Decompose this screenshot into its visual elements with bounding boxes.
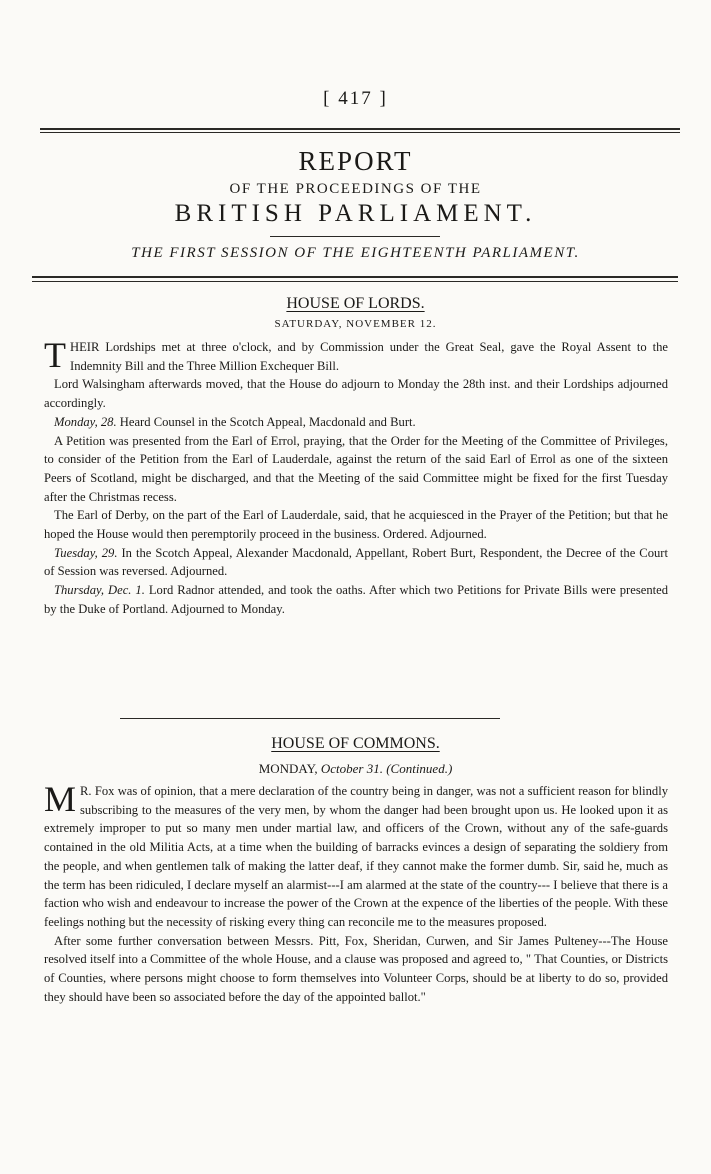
lords-paragraph: Monday, 28. Heard Counsel in the Scotch Appeal, Macdonald and Burt. (54, 414, 416, 429)
report-title: REPORT (298, 146, 413, 176)
drop-cap: M (44, 779, 77, 819)
commons-paragraph: After some further conversation between Messrs. Pitt, Fox, Sheridan, Curwen, and Sir James Pulteney---The House resolved itself into a Committee of the whole House, and a clause was proposed and agreed to, " That Counties, or Districts of Counties, where persons might choose to form themselves into Volunteer Corps, should be at liberty to do so, provided they should have been so associated before the day of the appointed ballot." (44, 933, 668, 1004)
subtitle-rule-thin (32, 281, 678, 282)
section-rule (120, 718, 500, 719)
commons-date: MONDAY, October 31. (Continued.) (258, 761, 453, 776)
page-number: [ 417 ] (323, 88, 388, 109)
subtitle-rule (32, 276, 678, 278)
lords-proceedings (44, 335, 669, 619)
title-rule (270, 236, 440, 237)
lords-date: SATURDAY, NOVEMBER 12. (274, 318, 437, 330)
lords-paragraph: A Petition was presented from the Earl of Errol, praying, that the Order for the Meeting of the Committee of Privileges, to consider of the Petition from the Earl of Lauderdale, against the return of the said Earl of Errol as one of the sixteen Peers of Scotland, might be discharged, and that the Meeting of the said Committee might be fixed for the first Tuesday after the Christmas recess. (44, 433, 668, 504)
lords-paragraph: The Earl of Derby, on the part of the Earl of Lauderdale, said, that he acquiesced in the Prayer of the Petition; but that he hoped the House would then peremptorily proceed in the business. Ordered. Adjourned. (44, 508, 668, 542)
lords-paragraph: Tuesday, 29. In the Scotch Appeal, Alexander Macdonald, Appellant, Robert Burt, Respondent, the Decree of the Court of Session was reversed. Adjourned. (44, 545, 668, 579)
lords-heading: HOUSE OF LORDS. (286, 295, 425, 312)
top-rule (40, 128, 680, 130)
lords-paragraph: Lord Walsingham afterwards moved, that the House do adjourn to Monday the 28th inst. and their Lordships adjourned accordingly. (44, 377, 668, 411)
commons-paragraph: M R. Fox was of opinion, that a mere declaration of the country being in danger, was not a sufficient reason for blindly subscribing to the measures of the very men, by whom the danger had been brought upon us. He looked upon it as extremely improper to put so many men under martial law, and officers of the Crown, without any of the safe-guards contained in the old Militia Acts, at a time when the building of barracks evinces a design of separating the soldiery from the people, and when gentlemen talk of making the latter deaf, if they cannot make the former dumb. Sir, said he, much as the term has been ridiculed, I declare myself an alarmist---I am alarmed at the state of the country--- I believe that there is a faction who wish and endeavour to increase the power of the Crown at the expence of the liberties of the people. With these feelings nothing but the necessity of risking every thing can reconcile me to the measures proposed. (44, 779, 668, 929)
lords-paragraph: Thursday, Dec. 1. Lord Radnor attended, and took the oaths. After which two Petitions for Private Bills were presented by the Duke of Portland. Adjourned to Monday. (44, 583, 669, 616)
commons-proceedings (44, 779, 668, 1006)
parliament-title: BRITISH PARLIAMENT. (174, 200, 537, 227)
session-subtitle: THE FIRST SESSION OF THE EIGHTEENTH PARLIAMENT. (131, 245, 580, 261)
top-rule-thin (40, 132, 680, 133)
drop-cap: T (44, 335, 66, 375)
commons-heading: HOUSE OF COMMONS. (271, 735, 440, 752)
lords-paragraph: THEIR Lordships met at three o'clock, and by Commission under the Great Seal, gave the Royal Assent to the Indemnity Bill and the Three Million Exchequer Bill. (44, 335, 668, 375)
report-subheading: OF THE PROCEEDINGS OF THE (229, 181, 482, 197)
